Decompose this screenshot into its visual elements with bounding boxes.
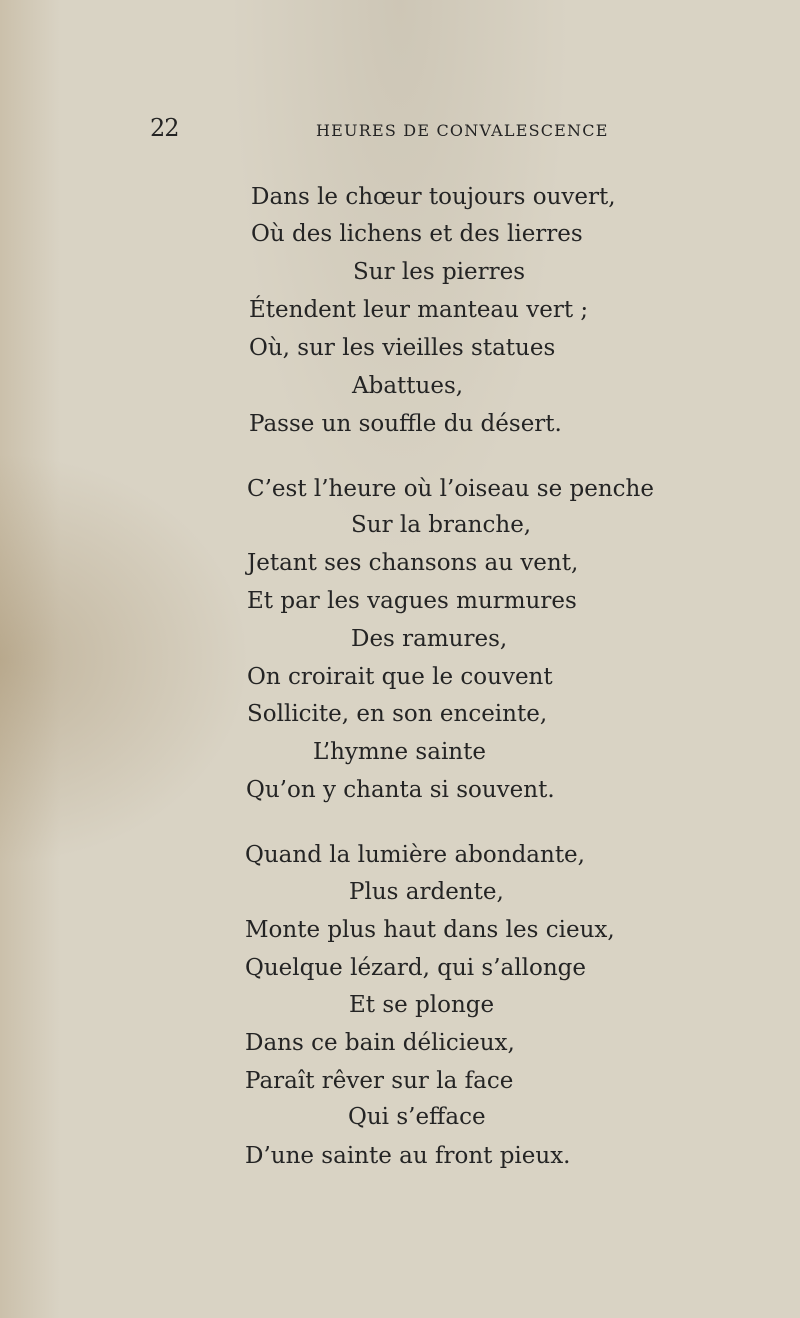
poem-line: Des ramures,	[351, 626, 508, 652]
poem-line: Dans le chœur toujours ouvert,	[251, 184, 616, 210]
poem-line: Étendent leur manteau vert ;	[249, 297, 589, 323]
poem-line: D’une sainte au front pieux.	[245, 1143, 571, 1169]
page-number: 22	[150, 114, 179, 142]
poem-line: Qu’on y chanta si souvent.	[246, 777, 555, 803]
running-title: HEURES DE CONVALESCENCE	[316, 121, 609, 140]
poem-line: Où, sur les vieilles statues	[249, 335, 556, 361]
poem-line: C’est l’heure où l’oiseau se penche	[247, 476, 654, 502]
poem-line: Paraît rêver sur la face	[245, 1068, 514, 1094]
poem-line: Sur la branche,	[351, 512, 532, 538]
poem-line: L’hymne sainte	[313, 739, 486, 765]
poem-line: Où des lichens et des lierres	[251, 221, 583, 247]
poem-line: Abattues,	[352, 373, 464, 399]
poem-line: Sur les pierres	[353, 259, 526, 285]
poem-line: Passe un souffle du désert.	[249, 411, 562, 437]
poem-line: Quand la lumière abondante,	[245, 842, 585, 868]
poem-line: Dans ce bain délicieux,	[245, 1030, 515, 1056]
poem-line: On croirait que le couvent	[247, 664, 553, 690]
poem-line: Monte plus haut dans les cieux,	[245, 917, 615, 943]
poem-line: Et par les vagues murmures	[247, 588, 577, 614]
poem-line: Et se plonge	[349, 992, 495, 1018]
poem-line: Plus ardente,	[349, 879, 504, 905]
poem-line: Jetant ses chansons au vent,	[247, 550, 579, 576]
poem-line: Sollicite, en son enceinte,	[247, 701, 548, 727]
poem-line: Quelque lézard, qui s’allonge	[245, 955, 586, 981]
poem-line: Qui s’efface	[348, 1104, 486, 1130]
